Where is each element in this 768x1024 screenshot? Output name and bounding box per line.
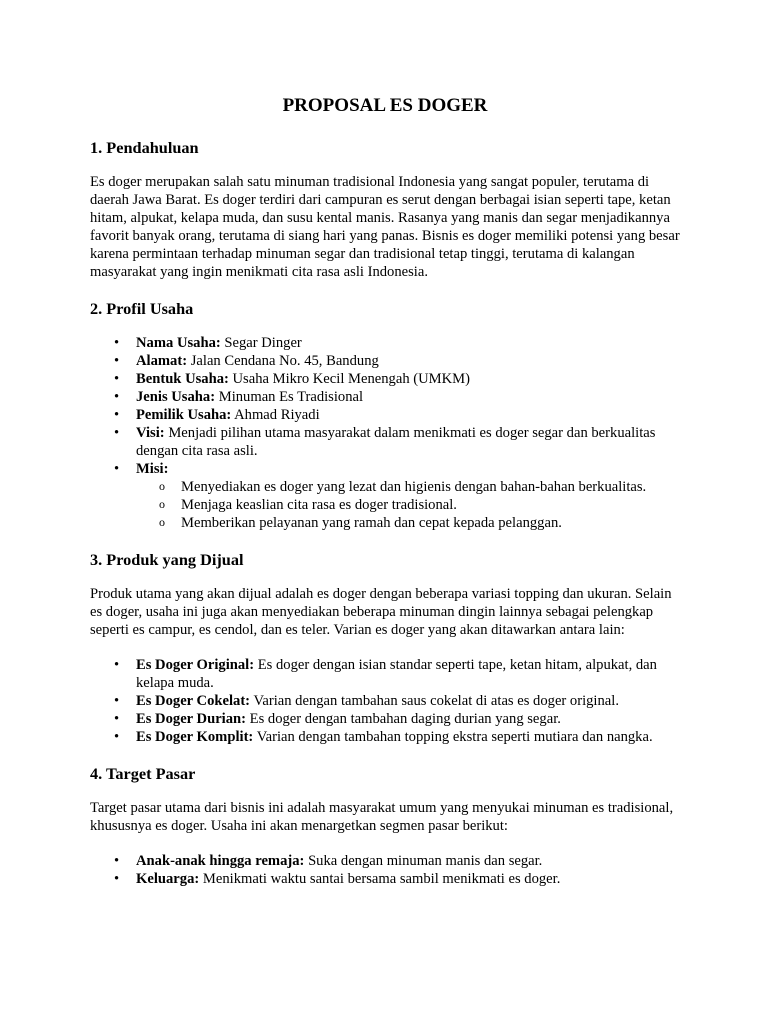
list-item [90, 424, 680, 460]
list-item [90, 852, 680, 870]
item-value: Es doger dengan tambahan daging durian yang segar. [249, 711, 561, 727]
item-label: Keluarga: [136, 871, 200, 887]
item-value: Minuman Es Tradisional [218, 389, 364, 405]
item-label: Es Doger Original: [136, 657, 255, 673]
item-label: Alamat: [136, 353, 188, 369]
item-label: Pemilik Usaha: [136, 407, 232, 423]
item-value: Menjadi pilihan utama masyarakat dalam menikmati es doger segar dan berkualitas dengan cita rasa asli. [136, 425, 656, 459]
sublist-item: o Memberikan pelayanan yang ramah dan cepat kepada pelanggan. [136, 514, 680, 532]
section-heading-profil: 2. Profil Usaha [90, 299, 194, 318]
item-value: Varian dengan tambahan topping ekstra seperti mutiara dan nangka. [256, 729, 653, 745]
pendahuluan-paragraph: Es doger merupakan salah satu minuman tradisional Indonesia yang sangat populer, terutama di daerah Jawa Barat. Es doger terdiri dari campuran es serut dengan berbagai isian seperti tape, ketan hitam, alpukat, kelapa muda, dan susu kental manis. Rasanya yang manis dan segar menjadikannya favorit banyak orang, terutama di siang hari yang panas. Bisnis es doger memiliki potensi yang besar karena permintaan terhadap minuman segar dan tradisional tetap tinggi, terutama di kalangan masyarakat yang ingin menikmati cita rasa asli Indonesia. [90, 174, 680, 280]
section-heading-produk: 3. Produk yang Dijual [90, 550, 244, 569]
item-label: Es Doger Durian: [136, 711, 246, 727]
misi-sublist [136, 478, 680, 532]
item-value: Ahmad Riyadi [234, 407, 320, 423]
item-value: Jalan Cendana No. 45, Bandung [190, 353, 379, 369]
list-item [90, 870, 680, 888]
list-item [90, 656, 680, 692]
item-label: Jenis Usaha: [136, 389, 216, 405]
list-item [90, 370, 680, 388]
target-paragraph: Target pasar utama dari bisnis ini adalah masyarakat umum yang menyukai minuman es tradisional, khususnya es doger. Usaha ini akan menargetkan segmen pasar berikut: [90, 800, 674, 834]
item-label: Bentuk Usaha: [136, 371, 229, 387]
item-value: Suka dengan minuman manis dan segar. [308, 853, 543, 869]
item-label: Misi: [136, 461, 169, 477]
list-item [90, 406, 680, 424]
item-label: Anak-anak hingga remaja: [136, 853, 305, 869]
list-item [90, 388, 680, 406]
produk-paragraph: Produk utama yang akan dijual adalah es doger dengan beberapa variasi topping dan ukuran. Selain es doger, usaha ini juga akan menyediakan beberapa minuman dingin lainnya sebagai pelengkap seperti es campur, es cendol, dan es teler. Varian es doger yang akan ditawarkan antara lain: [90, 586, 672, 638]
item-value: Usaha Mikro Kecil Menengah (UMKM) [232, 371, 471, 387]
list-item [90, 352, 680, 370]
item-value: Varian dengan tambahan saus cokelat di atas es doger original. [253, 693, 619, 709]
sublist-item: o Menjaga keaslian cita rasa es doger tradisional. [136, 496, 680, 514]
profil-list [90, 334, 680, 532]
list-item [90, 728, 680, 746]
item-value: Segar Dinger [224, 335, 302, 351]
target-list [90, 852, 680, 888]
section-heading-target: 4. Target Pasar [90, 764, 196, 783]
document-body [90, 94, 680, 905]
sublist-item: o Menyediakan es doger yang lezat dan higienis dengan bahan-bahan berkualitas. [136, 478, 680, 496]
list-item [90, 710, 680, 728]
item-label: Es Doger Komplit: [136, 729, 254, 745]
item-value: Menikmati waktu santai bersama sambil menikmati es doger. [202, 871, 561, 887]
item-label: Es Doger Cokelat: [136, 693, 251, 709]
item-value: Es doger dengan isian standar seperti tape, ketan hitam, alpukat, dan kelapa muda. [136, 657, 657, 691]
list-item [90, 692, 680, 710]
item-label: Visi: [136, 425, 165, 441]
list-item-misi [90, 460, 680, 532]
produk-list [90, 656, 680, 746]
section-heading-pendahuluan: 1. Pendahuluan [90, 138, 199, 157]
document-title: PROPOSAL ES DOGER [282, 95, 488, 116]
list-item [90, 334, 680, 352]
item-label: Nama Usaha: [136, 335, 221, 351]
